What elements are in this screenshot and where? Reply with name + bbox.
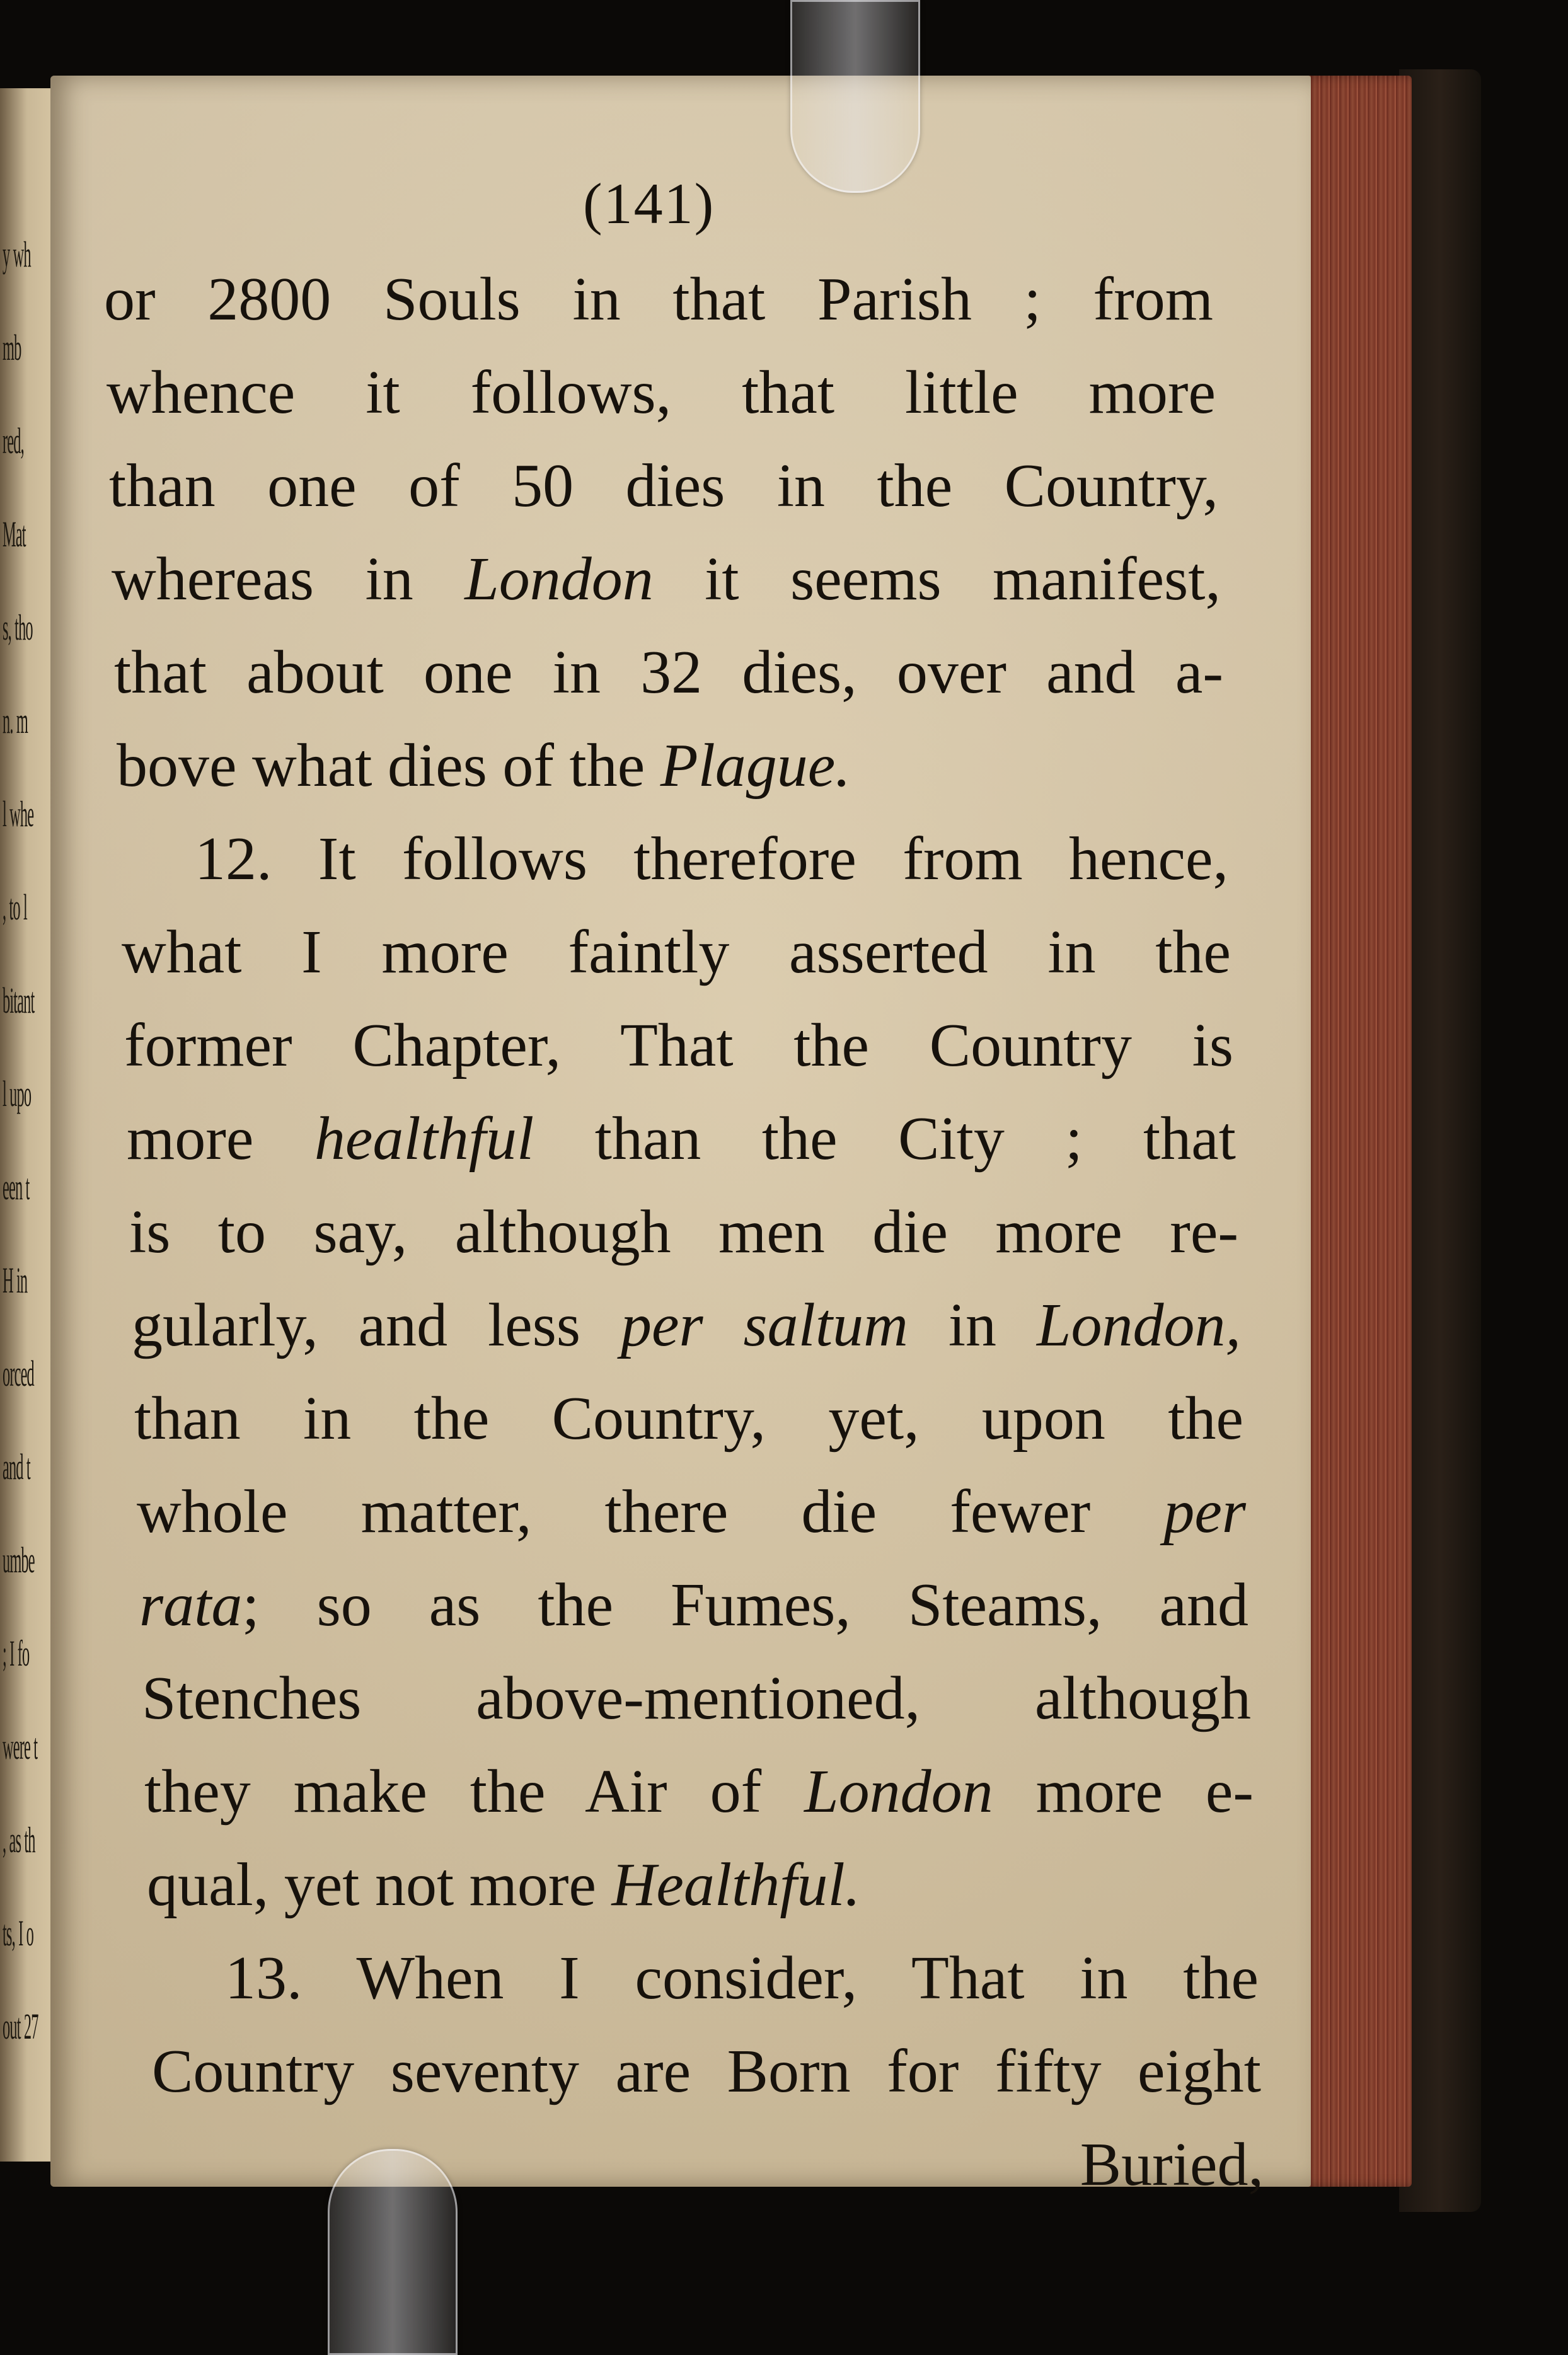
text-line xyxy=(142,1664,1251,1733)
text-line xyxy=(104,265,1213,334)
italic-text: per xyxy=(1163,1478,1246,1546)
catchword: Buried, xyxy=(1080,2131,1264,2199)
left-page-fragment: and t xyxy=(3,1446,30,1487)
left-page-fragment: Mat xyxy=(3,514,26,555)
text-span: whence it follows, that little more xyxy=(107,359,1216,427)
page-number: (141) xyxy=(583,171,715,236)
text-line xyxy=(124,1011,1233,1080)
text-line xyxy=(137,1477,1246,1546)
text-line xyxy=(225,1943,1259,2013)
text-span: whereas in xyxy=(112,545,465,613)
left-page-fragment: ; I fo xyxy=(3,1633,30,1674)
text-line xyxy=(109,451,1218,521)
text-line xyxy=(107,358,1216,427)
book-page xyxy=(50,76,1311,2199)
text-span: Stenches above-mentioned, although xyxy=(142,1664,1251,1732)
text-line xyxy=(152,2037,1261,2106)
italic-text: Healthful. xyxy=(611,1851,861,1919)
left-page-fragment: orced xyxy=(3,1353,34,1394)
text-span: qual, yet not more xyxy=(147,1851,612,1919)
page-clip-bottom xyxy=(328,2149,458,2355)
left-page-fragment: H in xyxy=(3,1260,28,1301)
text-span: what I more faintly asserted in the xyxy=(122,918,1231,986)
italic-text: rata xyxy=(139,1571,243,1639)
text-line xyxy=(117,731,1226,800)
left-page-fragment: mb xyxy=(3,327,21,368)
italic-text: London xyxy=(464,545,654,613)
text-line xyxy=(144,1757,1254,1826)
left-page-fragment: red, xyxy=(3,420,24,461)
text-span: more xyxy=(127,1105,314,1173)
text-span: whole matter, there die fewer xyxy=(137,1478,1164,1546)
page-clip-top xyxy=(790,0,920,193)
text-line xyxy=(139,1570,1248,1640)
left-page-fragment: out 27 xyxy=(3,2006,38,2047)
text-line xyxy=(195,824,1228,894)
text-span: than one of 50 dies in the Country, xyxy=(109,452,1218,520)
left-page-fragment: s, tho xyxy=(3,607,33,648)
left-page-fragment: were t xyxy=(3,1726,38,1767)
text-line xyxy=(147,1850,1256,1920)
left-page-fragment: l whe xyxy=(3,793,34,834)
text-span: that about one in 32 dies, over and a- xyxy=(114,638,1223,706)
left-page-fragment: , as th xyxy=(3,1819,35,1860)
text-span: gularly, and less xyxy=(132,1291,621,1359)
text-span: more e- xyxy=(993,1758,1254,1826)
text-line xyxy=(112,544,1221,614)
text-span: former Chapter, That the Country is xyxy=(124,1011,1233,1080)
left-page-fragment: l upo xyxy=(3,1073,32,1114)
left-page-fragment: een t xyxy=(3,1166,30,1207)
text-span: 12. It follows therefore from hence, xyxy=(195,825,1228,893)
text-span: is to say, although men die more re- xyxy=(129,1198,1238,1266)
text-line xyxy=(127,1104,1236,1173)
left-page-fragment: umbe xyxy=(3,1540,35,1581)
text-span: in xyxy=(908,1291,1037,1359)
text-span: than the City ; that xyxy=(534,1105,1237,1173)
italic-text: London, xyxy=(1036,1291,1241,1359)
text-line xyxy=(134,1384,1243,1453)
italic-text: London xyxy=(804,1758,993,1826)
text-span: it seems manifest, xyxy=(653,545,1221,613)
left-page-fragment: bitant xyxy=(3,980,35,1021)
text-span: 13. When I consider, That in the xyxy=(225,1944,1259,2012)
text-span: bove what dies of the xyxy=(117,732,660,800)
left-page-fragment: y wh xyxy=(3,234,31,275)
text-span: or 2800 Souls in that Parish ; from xyxy=(104,265,1213,333)
text-line xyxy=(122,918,1231,987)
text-line xyxy=(114,638,1223,707)
italic-text: healthful xyxy=(314,1105,534,1173)
italic-text: Plague. xyxy=(660,732,851,800)
left-page-fragment: n. m xyxy=(3,700,28,741)
text-span: than in the Country, yet, upon the xyxy=(134,1385,1243,1453)
left-page-fragment: ts, I o xyxy=(3,1913,33,1954)
left-page-fragment: , to l xyxy=(3,887,27,928)
italic-text: per saltum xyxy=(620,1291,908,1359)
text-line xyxy=(132,1291,1241,1360)
text-span: ; so as the Fumes, Steams, and xyxy=(242,1571,1248,1639)
text-span: Country seventy are Born for fifty eight xyxy=(152,2037,1261,2105)
text-line xyxy=(129,1197,1238,1267)
text-span: they make the Air of xyxy=(144,1758,805,1826)
